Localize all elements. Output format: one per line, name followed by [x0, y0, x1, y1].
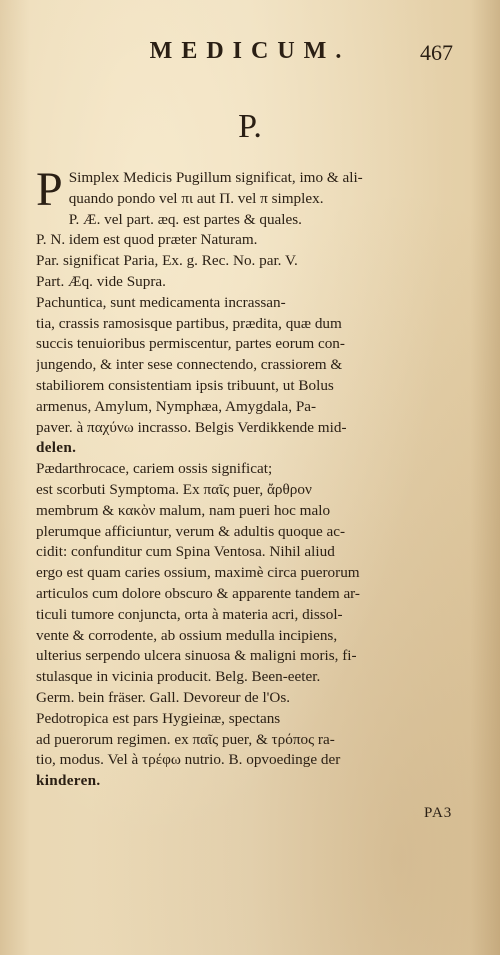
text-line: Par. significat Paria, Ex. g. Rec. No. par. V. — [36, 252, 298, 270]
text-line: Part. Æq. vide Supra. — [36, 272, 166, 290]
text-line: succis tenuioribus permiscentur, partes eorum con- — [36, 335, 345, 353]
section-letter: P. — [238, 108, 262, 145]
text-line: stulasque in vicinia producit. Belg. Been-eeter. — [36, 668, 321, 686]
text-line: delen. — [36, 439, 77, 457]
text-line: tio, modus. Vel à τρέφω nutrio. B. opvoedinge der — [36, 751, 341, 769]
text-line: articulos cum dolore obscuro & apparente tandem ar- — [36, 584, 360, 602]
text-line: tia, crassis ramosisque partibus, prædita, quæ dum — [36, 314, 342, 332]
text-line: P. N. idem est quod præter Naturam. — [36, 231, 258, 249]
text-line: ulterius serpendo ulcera sinuosa & maligni moris, fi- — [36, 647, 357, 665]
text-line: kinderen. — [36, 772, 101, 790]
text-line: P. Æ. vel part. æq. est partes & quales. — [68, 210, 302, 228]
text-line: Simplex Medicis Pugillum significat, imo & ali- — [68, 169, 363, 186]
text-line: Germ. bein fräser. Gall. Devoreur de l'Os. — [36, 688, 291, 706]
dictionary-entries — [36, 163, 466, 792]
text-line: stabiliorem consistentiam ipsis tribuunt, ut Bolus — [36, 376, 334, 394]
entry-p — [36, 163, 466, 216]
text-line: est scorbuti Symptoma. Ex παῖς puer, ἄρθρον — [36, 480, 312, 498]
text-line: armenus, Amylum, Nymphæa, Amygdala, Pa- — [36, 397, 317, 415]
text-line: vente & corrodente, ab ossium medulla incipiens, — [36, 626, 338, 644]
catchword: PA3 — [424, 805, 453, 821]
text-line: membrum & κακὸν malum, nam pueri hoc malo — [36, 501, 331, 519]
text-line: quando pondo vel πι aut Π. vel π simplex. — [68, 189, 324, 207]
entry-headword-line: Pædarthrocace, cariem ossis significat; — [36, 460, 273, 478]
entry-headword-line: Pachuntica, sunt medicamenta incrassan- — [36, 293, 286, 311]
drop-cap-p: P — [36, 163, 63, 216]
text-line: jungendo, & inter sese connectendo, crassiorem & — [36, 356, 343, 374]
text-line: ergo est quam caries ossium, maximè circa puerorum — [36, 564, 360, 582]
text-line: cidit: confunditur cum Spina Ventosa. Nihil aliud — [36, 543, 335, 561]
page-number: 467 — [420, 40, 453, 65]
entry-headword-line: Pedotropica est pars Hygieinæ, spectans — [36, 709, 281, 727]
text-line: ad puerorum regimen. ex παῖς puer, & τρόπος ra- — [36, 730, 335, 748]
text-line: paver. à παχύνω incrasso. Belgis Verdikkende mid- — [36, 418, 347, 436]
text-line: ticuli tumore conjuncta, orta à materia acri, dissol- — [36, 605, 343, 623]
running-head: MEDICUM. — [149, 38, 351, 64]
text-line: plerumque afficiuntur, verum & adultis quoque ac- — [36, 522, 346, 540]
